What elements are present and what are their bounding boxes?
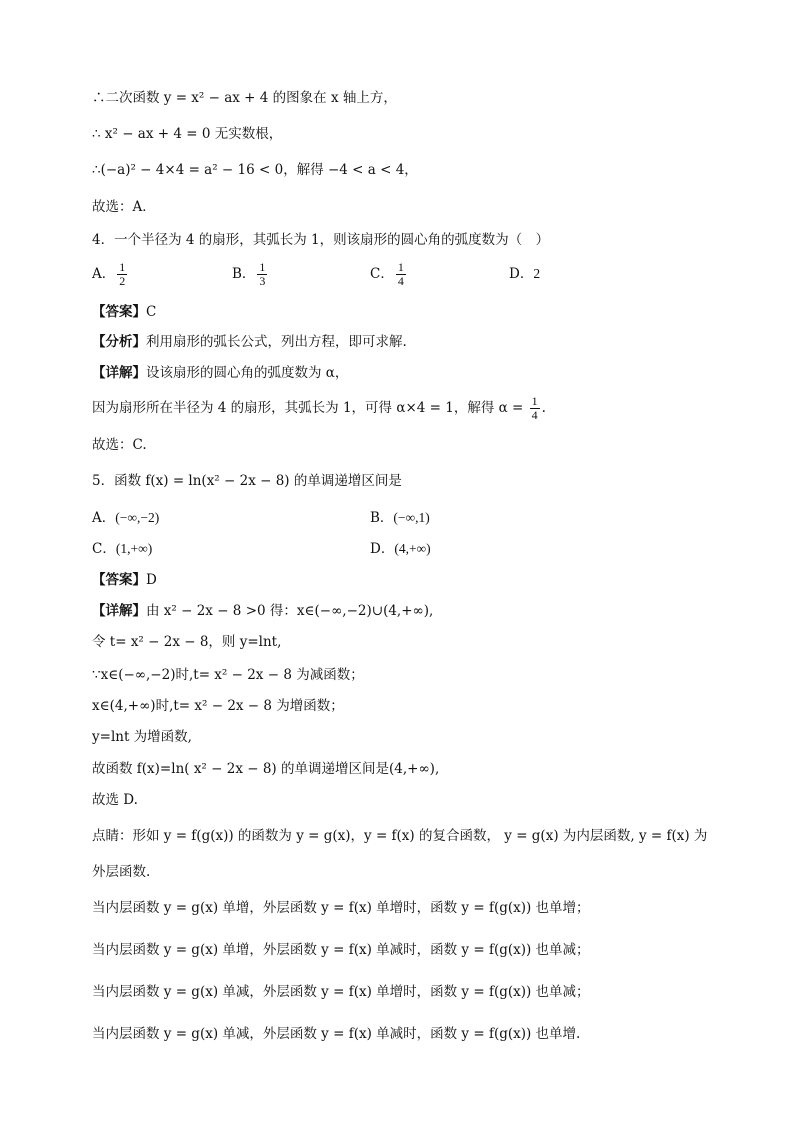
option-value: 2 bbox=[533, 266, 541, 281]
detail-tag: 【详解】 bbox=[92, 603, 146, 619]
q4-detail bbox=[92, 363, 348, 383]
detail-tag: 【详解】 bbox=[92, 365, 146, 381]
q5-step-6: 故函数 f(x)=ln( x² − 2x − 8) 的单调递增区间是(4,+∞), bbox=[92, 761, 440, 777]
option-label: B． bbox=[370, 510, 394, 526]
detail-text: 设该扇形的圆心角的弧度数为 α， bbox=[146, 365, 349, 381]
numerator: 1 bbox=[119, 260, 126, 274]
note-line-6: 当内层函数 y = g(x) 单减，外层函数 y = f(x) 单减时，函数 y = f(g(x)) 也单增. bbox=[92, 1026, 581, 1042]
option-value: (1,+∞) bbox=[115, 541, 153, 556]
text-line-2: ∴ x² − ax + 4 = 0 无实数根， bbox=[92, 126, 283, 142]
note-line-2: 外层函数. bbox=[92, 864, 151, 880]
option-label: B． bbox=[232, 266, 256, 282]
option-value: (−∞,−2) bbox=[115, 510, 160, 525]
question-5-stem: 5．函数 f(x) = ln(x² − 2x − 8) 的单调递增区间是 bbox=[92, 473, 402, 489]
denominator: 2 bbox=[119, 274, 126, 288]
q5-option-c bbox=[92, 539, 152, 559]
q4-option-d bbox=[509, 264, 540, 284]
q5-step-4: x∈(4,+∞)时,t= x² − 2x − 8 为增函数； bbox=[92, 698, 344, 714]
fraction bbox=[257, 261, 267, 288]
option-label: D． bbox=[509, 266, 534, 282]
note-line-5: 当内层函数 y = g(x) 单减，外层函数 y = f(x) 单增时，函数 y = f(g(x)) 也单减； bbox=[92, 984, 590, 1000]
q4-analysis bbox=[92, 332, 407, 352]
option-label: C． bbox=[92, 541, 116, 557]
q5-step-2: 令 t= x² − 2x − 8，则 y=lnt, bbox=[92, 634, 282, 650]
option-label: D． bbox=[370, 541, 395, 557]
answer-tag: 【答案】 bbox=[92, 304, 146, 320]
q4-option-c bbox=[370, 261, 408, 288]
numerator: 1 bbox=[259, 260, 266, 274]
text-line-3: ∴(−a)² − 4×4 = a² − 16 < 0，解得 −4 < a < 4， bbox=[92, 162, 418, 178]
fraction bbox=[117, 261, 127, 288]
q5-answer bbox=[92, 570, 157, 590]
option-label: A． bbox=[92, 510, 116, 526]
numerator: 1 bbox=[531, 394, 538, 408]
q4-option-b bbox=[232, 261, 269, 288]
detail-step: 由 x² − 2x − 8 >0 得：x∈(−∞,−2)∪(4,+∞), bbox=[146, 603, 434, 619]
q5-option-a bbox=[92, 508, 159, 528]
q5-step-5: y=lnt 为增函数, bbox=[92, 729, 192, 745]
question-4-stem: 4．一个半径为 4 的扇形，其弧长为 1，则该扇形的圆心角的弧度数为（ ） bbox=[92, 232, 550, 248]
note-line-4: 当内层函数 y = g(x) 单增，外层函数 y = f(x) 单减时，函数 y = f(g(x)) 也单减； bbox=[92, 942, 590, 958]
q4-conclusion: 故选：C. bbox=[92, 437, 147, 453]
option-label: A． bbox=[92, 266, 116, 282]
q5-step-7: 故选 D. bbox=[92, 792, 138, 808]
denominator: 4 bbox=[531, 408, 538, 422]
analysis-tag: 【分析】 bbox=[92, 334, 146, 350]
q5-step-3: ∵x∈(−∞,−2)时,t= x² − 2x − 8 为减函数； bbox=[92, 667, 364, 683]
numerator: 1 bbox=[397, 260, 404, 274]
answer-value: D bbox=[146, 572, 157, 588]
text-line-4: 故选：A． bbox=[92, 199, 156, 215]
denominator: 3 bbox=[259, 274, 266, 288]
fraction bbox=[530, 395, 540, 422]
answer-tag: 【答案】 bbox=[92, 572, 146, 588]
answer-value: C bbox=[146, 304, 157, 320]
option-value: (−∞,1) bbox=[393, 510, 430, 525]
denominator: 4 bbox=[397, 274, 404, 288]
option-label: C． bbox=[370, 266, 394, 282]
q5-option-b bbox=[370, 508, 430, 528]
q4-option-a bbox=[92, 261, 129, 288]
option-value: (4,+∞) bbox=[394, 541, 431, 556]
fraction bbox=[396, 261, 406, 288]
text-line-1: ∴二次函数 y = x² − ax + 4 的图象在 x 轴上方， bbox=[92, 90, 397, 106]
q5-option-d bbox=[370, 539, 431, 559]
note-line-3: 当内层函数 y = g(x) 单增，外层函数 y = f(x) 单增时，函数 y = f(g(x)) 也单增； bbox=[92, 900, 590, 916]
q4-detail-2 bbox=[92, 395, 546, 422]
q4-answer bbox=[92, 302, 156, 322]
note-line-1: 点睛：形如 y = f(g(x)) 的函数为 y = g(x)，y = f(x) 的复合函数， y = g(x) 为内层函数, y = f(x) 为 bbox=[92, 828, 708, 844]
period: . bbox=[541, 400, 546, 416]
analysis-text: 利用扇形的弧长公式，列出方程，即可求解. bbox=[146, 334, 407, 350]
q5-detail-1 bbox=[92, 601, 433, 621]
detail-2-text: 因为扇形所在半径为 4 的扇形，其弧长为 1，可得 α×4 = 1，解得 α = bbox=[92, 400, 528, 416]
